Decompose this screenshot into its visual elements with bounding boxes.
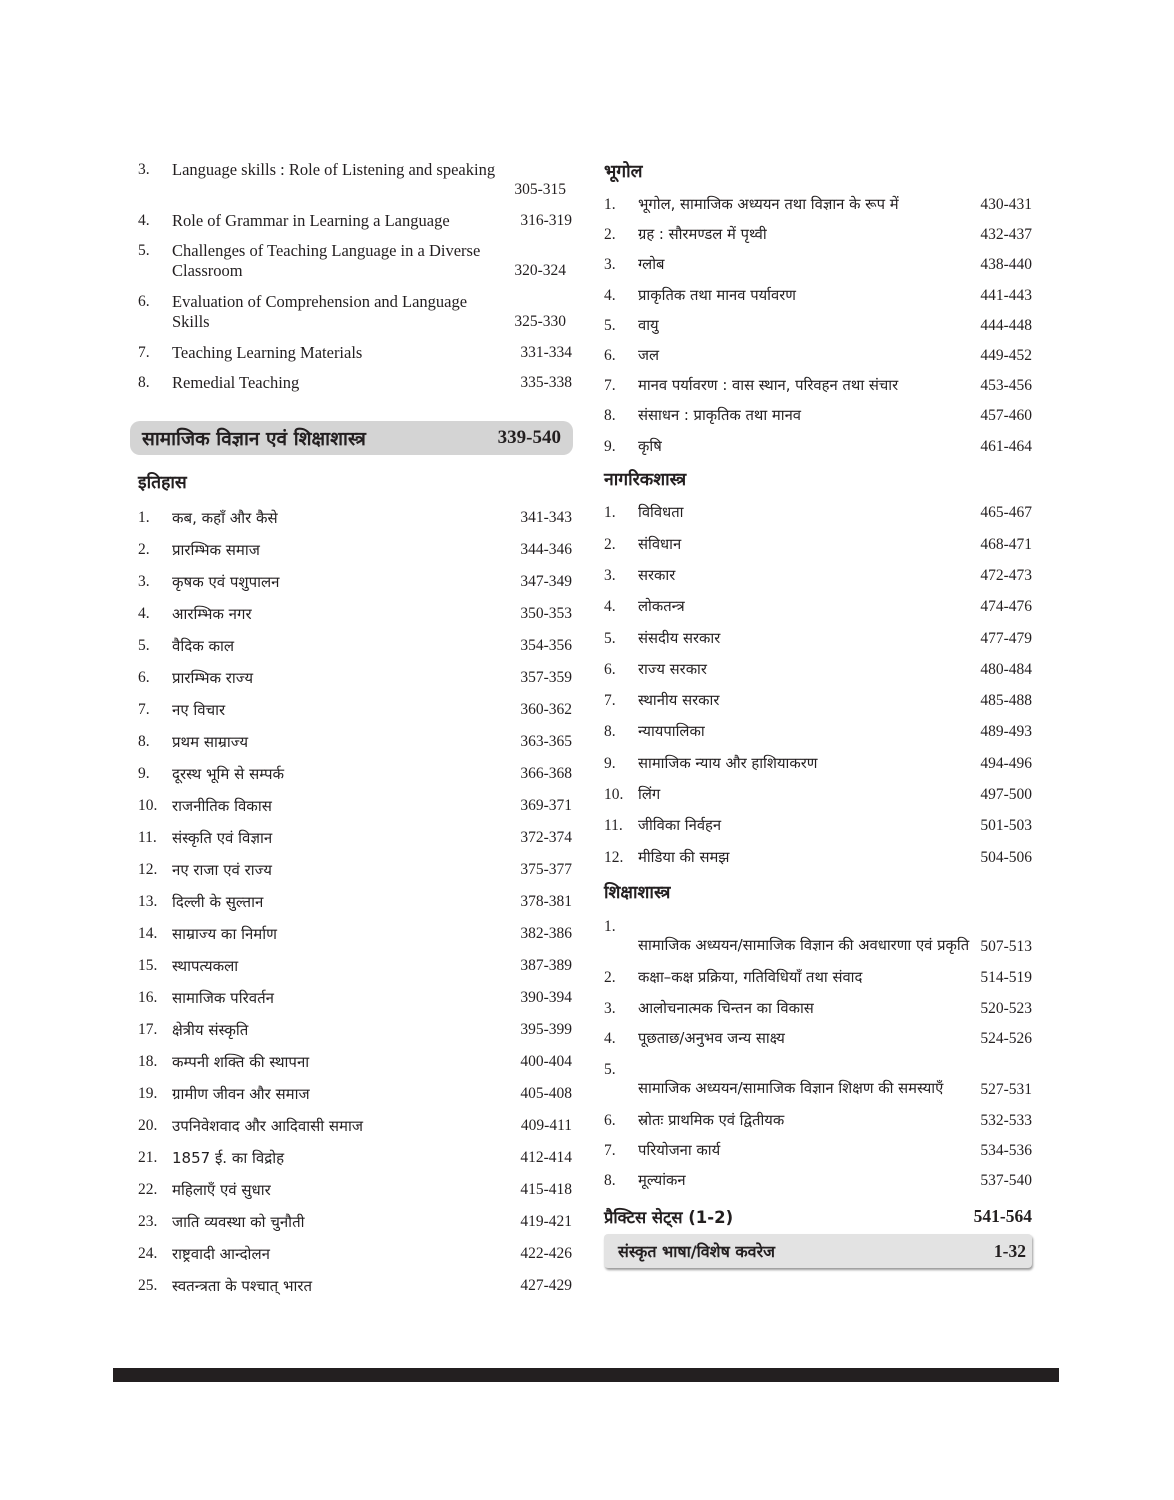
toc-entry-pages: 390-394 [520, 989, 572, 1006]
toc-entry-title: ग्रह : सौरमण्डल में पृथ्वी [638, 226, 767, 244]
toc-entry-pages: 432-437 [980, 226, 1032, 244]
history-section [138, 466, 572, 1302]
toc-entry-title: वायु [638, 316, 659, 334]
toc-entry-pages: 524-526 [980, 1029, 1032, 1047]
toc-entry[interactable] [604, 311, 1032, 341]
toc-entry-pages: 375-377 [520, 861, 572, 878]
toc-entry-title: जाति व्यवस्था को चुनौती [172, 1213, 305, 1231]
toc-entry-title: आलोचनात्मक चिन्तन का विकास [638, 999, 814, 1017]
toc-entry[interactable] [604, 654, 1032, 685]
toc-entry-number: 15. [138, 957, 158, 974]
toc-entry-pages: 461-464 [980, 437, 1032, 455]
section-pages: 339-540 [497, 427, 561, 448]
toc-entry-pages: 457-460 [980, 407, 1032, 425]
geography-list [604, 190, 1032, 462]
toc-entry[interactable] [604, 993, 1032, 1023]
toc-entry-number: 11. [138, 829, 157, 846]
toc-entry[interactable] [138, 982, 572, 1014]
toc-entry-number: 8. [604, 407, 616, 425]
toc-entry[interactable] [138, 662, 572, 694]
toc-entry-pages: 372-374 [520, 829, 572, 846]
toc-entry[interactable] [604, 401, 1032, 431]
toc-entry-pages: 341-343 [520, 509, 572, 526]
toc-entry[interactable] [604, 811, 1032, 842]
toc-entry-number: 8. [138, 733, 150, 750]
toc-entry-title: ग्लोब [638, 256, 665, 274]
toc-entry-pages: 497-500 [980, 786, 1032, 803]
toc-entry-title: लिंग [638, 786, 661, 803]
toc-entry-pages: 325-330 [514, 313, 566, 330]
toc-entry[interactable] [138, 1206, 572, 1238]
toc-entry[interactable] [138, 694, 572, 726]
toc-entry-number: 6. [604, 347, 616, 365]
toc-entry-number: 3. [138, 573, 150, 590]
toc-entry-title: 1857 ई. का विद्रोह [172, 1149, 285, 1167]
toc-entry[interactable] [604, 1024, 1032, 1054]
toc-entry-title: स्थापत्यकला [172, 957, 239, 975]
pedagogy-heading: शिक्षाशास्त्र [604, 883, 671, 904]
toc-entry-title: कम्पनी शक्ति की स्थापना [172, 1053, 310, 1071]
toc-entry-number: 10. [138, 797, 158, 814]
toc-entry-title: Remedial Teaching [172, 373, 300, 392]
toc-entry-number: 9. [604, 437, 616, 455]
toc-entry-title: Role of Grammar in Learning a Language [172, 211, 450, 230]
toc-entry-title: सामाजिक अध्ययन/सामाजिक विज्ञान की अवधारणा एवं प्रकृति [638, 937, 970, 955]
toc-entry-title: ग्रामीण जीवन और समाज [172, 1085, 310, 1103]
toc-entry[interactable] [604, 281, 1032, 311]
toc-entry-number: 5. [604, 316, 616, 334]
toc-entry-pages: 494-496 [980, 754, 1032, 772]
practice-sets-title: प्रैक्टिस सेट्स (1-2) [604, 1207, 734, 1227]
toc-entry[interactable] [604, 371, 1032, 401]
toc-entry-number: 16. [138, 989, 158, 1006]
toc-entry-pages: 527-531 [980, 1080, 1032, 1098]
toc-entry[interactable] [138, 950, 572, 982]
toc-entry-pages: 537-540 [980, 1172, 1032, 1190]
toc-entry-number: 3. [604, 999, 616, 1017]
toc-entry-title: स्रोतः प्राथमिक एवं द्वितीयक [638, 1111, 785, 1129]
toc-entry-number: 7. [138, 701, 150, 718]
toc-entry-title: उपनिवेशवाद और आदिवासी समाज [172, 1117, 364, 1135]
toc-entry-pages: 360-362 [520, 701, 572, 718]
toc-entry-pages: 316-319 [520, 212, 572, 229]
toc-entry-title: प्रथम साम्राज्य [172, 733, 249, 751]
toc-entry-pages: 477-479 [980, 629, 1032, 647]
toc-entry-pages: 331-334 [520, 344, 572, 361]
civics-list [604, 498, 1032, 874]
toc-entry-title: सामाजिक परिवर्तन [172, 989, 274, 1007]
toc-entry[interactable] [138, 854, 572, 886]
toc-entry-number: 19. [138, 1085, 158, 1102]
toc-entry-pages: 504-506 [980, 848, 1032, 866]
toc-entry-title: संविधान [638, 535, 682, 553]
toc-entry-title: आरम्भिक नगर [172, 605, 252, 623]
toc-entry-pages: 474-476 [980, 598, 1032, 616]
toc-entry-title: संसदीय सरकार [638, 629, 721, 647]
toc-entry-number: 21. [138, 1149, 158, 1166]
geography-heading: भूगोल [604, 162, 643, 182]
toc-entry-number: 17. [138, 1021, 158, 1038]
toc-entry-number: 6. [604, 1111, 616, 1129]
toc-entry[interactable] [604, 432, 1032, 462]
toc-entry[interactable] [604, 911, 1032, 963]
section-title: सामाजिक विज्ञान एवं शिक्षाशास्त्र [142, 428, 366, 450]
toc-entry-number: 13. [138, 893, 158, 910]
toc-entry-number: 1. [604, 196, 616, 214]
toc-entry-title: संस्कृति एवं विज्ञान [172, 829, 273, 847]
toc-entry-title: प्रारम्भिक समाज [172, 541, 260, 559]
toc-entry-pages: 465-467 [980, 504, 1032, 522]
toc-entry[interactable] [604, 498, 1032, 529]
toc-entry-title: साम्राज्य का निर्माण [172, 925, 278, 943]
toc-entry-title: नए राजा एवं राज्य [172, 861, 272, 879]
toc-entry-number: 11. [604, 817, 623, 835]
toc-entry[interactable] [604, 963, 1032, 993]
toc-entry[interactable] [604, 717, 1032, 748]
toc-entry-pages: 422-426 [520, 1245, 572, 1262]
toc-entry[interactable] [138, 822, 572, 854]
toc-entry-title: प्रारम्भिक राज्य [172, 669, 254, 687]
toc-entry-number: 10. [604, 786, 624, 803]
toc-entry-number: 5. [604, 1060, 616, 1078]
toc-entry[interactable] [604, 250, 1032, 280]
toc-entry-number: 7. [604, 692, 616, 710]
section-bar-sanskrit[interactable] [604, 1234, 1032, 1268]
footer-rule [113, 1368, 1059, 1382]
toc-entry-title: सामाजिक न्याय और हाशियाकरण [638, 754, 818, 772]
toc-entry-number: 6. [138, 669, 150, 686]
toc-entry-title: राजनीतिक विकास [172, 797, 272, 815]
toc-entry[interactable] [138, 1110, 572, 1142]
toc-entry-title: स्थानीय सरकार [638, 692, 720, 710]
toc-entry-number: 2. [604, 535, 616, 553]
toc-entry-pages: 335-338 [520, 374, 572, 391]
toc-entry-pages: 485-488 [980, 692, 1032, 710]
toc-entry-number: 23. [138, 1213, 158, 1230]
toc-entry-title: जीविका निर्वहन [638, 817, 722, 835]
toc-entry[interactable]: 7. Teaching Learning Materials 331-334 [138, 343, 572, 362]
toc-entry[interactable] [604, 592, 1032, 623]
history-list [138, 502, 572, 1302]
toc-entry-pages: 444-448 [980, 316, 1032, 334]
section-bar-social-science[interactable] [130, 421, 573, 455]
toc-entry[interactable] [604, 1166, 1032, 1196]
toc-entry-number: 6. [604, 660, 616, 678]
toc-entry-number: 9. [138, 765, 150, 782]
toc-entry-pages: 395-399 [520, 1021, 572, 1038]
toc-entry-title: कब, कहाँ और कैसे [172, 509, 278, 527]
toc-entry[interactable] [604, 748, 1032, 779]
toc-entry-pages: 382-386 [520, 925, 572, 942]
toc-entry[interactable] [604, 190, 1032, 220]
toc-entry-title: सरकार [638, 566, 676, 584]
toc-entry-pages: 427-429 [520, 1277, 572, 1294]
toc-entry-title: वैदिक काल [172, 637, 235, 655]
toc-entry-pages: 534-536 [980, 1142, 1032, 1160]
toc-entry[interactable]: 6. Evaluation of Comprehension and Language Skills 325-330 [138, 290, 572, 341]
toc-entry-title: नए विचार [172, 701, 226, 719]
toc-entry[interactable]: 5. Challenges of Teaching Language in a Diverse Classroom 320-324 [138, 239, 572, 290]
toc-entry-number: 12. [604, 848, 624, 866]
toc-entry-pages: 501-503 [980, 817, 1032, 835]
toc-entry-number: 1. [604, 504, 616, 522]
toc-entry-number: 5. [138, 637, 150, 654]
toc-entry-pages: 449-452 [980, 347, 1032, 365]
toc-entry-pages: 489-493 [980, 723, 1032, 741]
toc-entry-number: 24. [138, 1245, 158, 1262]
toc-entry-pages: 344-346 [520, 541, 572, 558]
toc-entry-pages: 532-533 [980, 1111, 1032, 1129]
toc-entry-number: 1. [138, 509, 150, 526]
toc-entry[interactable]: 4. Role of Grammar in Learning a Language 316-319 [138, 211, 572, 230]
toc-entry-pages: 350-353 [520, 605, 572, 622]
toc-entry[interactable] [138, 1142, 572, 1174]
toc-entry-number: 3. [604, 256, 616, 274]
toc-entry-title: संसाधन : प्राकृतिक तथा मानव [638, 407, 802, 425]
toc-entry-pages: 453-456 [980, 377, 1032, 395]
practice-sets-pages: 541-564 [973, 1205, 1032, 1226]
toc-entry-title: राज्य सरकार [638, 660, 707, 678]
toc-entry-title: मूल्यांकन [638, 1172, 686, 1190]
toc-entry-pages: 468-471 [980, 535, 1032, 553]
toc-entry-pages: 357-359 [520, 669, 572, 686]
toc-entry-number: 22. [138, 1181, 158, 1198]
toc-entry-title: मानव पर्यावरण : वास स्थान, परिवहन तथा संचार [638, 377, 899, 395]
toc-entry-number: 5. [604, 629, 616, 647]
toc-entry-number: 3. [604, 566, 616, 584]
toc-entry-title: राष्ट्रवादी आन्दोलन [172, 1245, 270, 1263]
toc-entry-title: Language skills : Role of Listening and speaking [172, 160, 496, 179]
toc-entry[interactable] [138, 1014, 572, 1046]
toc-entry-pages: 405-408 [520, 1085, 572, 1102]
toc-entry[interactable] [138, 1270, 572, 1302]
toc-entry-number: 2. [604, 969, 616, 987]
toc-entry-pages: 520-523 [980, 999, 1032, 1017]
toc-entry-number: 2. [138, 541, 150, 558]
toc-entry[interactable] [604, 220, 1032, 250]
toc-entry-pages: 412-414 [520, 1149, 572, 1166]
toc-entry-number: 7. [604, 377, 616, 395]
toc-entry[interactable] [138, 886, 572, 918]
toc-entry-pages: 441-443 [980, 286, 1032, 304]
toc-entry-title: दिल्ली के सुल्तान [172, 893, 264, 911]
toc-entry-number: 4. [138, 605, 150, 622]
toc-entry-title: Teaching Learning Materials [172, 343, 363, 362]
toc-entry-title: परियोजना कार्य [638, 1142, 721, 1160]
toc-entry-pages: 400-404 [520, 1053, 572, 1070]
toc-entry-number: 1. [604, 918, 616, 936]
toc-entry-number: 14. [138, 925, 158, 942]
toc-entry[interactable] [138, 1078, 572, 1110]
toc-entry-title: जल [638, 347, 660, 365]
toc-entry[interactable] [138, 1046, 572, 1078]
toc-entry[interactable] [138, 1174, 572, 1206]
toc-entry-number: 8. [604, 1172, 616, 1190]
sanskrit-pages: 1-32 [993, 1240, 1026, 1261]
toc-entry[interactable] [138, 790, 572, 822]
toc-entry[interactable] [138, 534, 572, 566]
toc-entry[interactable]: 8. Remedial Teaching 335-338 [138, 373, 572, 392]
toc-entry-number: 4. [604, 286, 616, 304]
toc-entry-pages: 320-324 [514, 262, 566, 279]
toc-entry-title: विविधता [638, 504, 684, 522]
toc-entry[interactable] [604, 560, 1032, 591]
toc-entry-number: 8. [604, 723, 616, 741]
sanskrit-title: संस्कृत भाषा/विशेष कवरेज [618, 1242, 775, 1262]
toc-entry[interactable] [604, 1054, 1032, 1106]
toc-entry[interactable] [138, 918, 572, 950]
toc-entry-number: 12. [138, 861, 158, 878]
toc-entry-number: 2. [604, 226, 616, 244]
toc-entry-title: कृषि [638, 437, 662, 455]
toc-entry-title: कक्षा–कक्ष प्रक्रिया, गतिविधियाँ तथा संवाद [638, 969, 863, 987]
toc-entry-title: Evaluation of Comprehension and Language Skills [172, 292, 468, 331]
toc-entry-title: न्यायपालिका [638, 723, 705, 741]
toc-entry-pages: 430-431 [980, 196, 1032, 214]
toc-entry-pages: 472-473 [980, 566, 1032, 584]
toc-entry[interactable] [604, 685, 1032, 716]
pedagogy-list [604, 911, 1032, 1196]
toc-entry-pages: 409-411 [520, 1117, 572, 1134]
toc-entry-pages: 507-513 [980, 938, 1032, 956]
toc-entry-title: Challenges of Teaching Language in a Diverse Classroom [172, 241, 481, 280]
toc-entry[interactable] [138, 758, 572, 790]
history-heading: इतिहास [138, 473, 187, 493]
toc-entry-title: भूगोल, सामाजिक अध्ययन तथा विज्ञान के रूप में [638, 196, 899, 214]
toc-entry[interactable]: 3. Language skills : Role of Listening and speaking 305-315 [138, 158, 572, 209]
toc-entry-number: 20. [138, 1117, 158, 1134]
english-pedagogy-list [138, 158, 572, 401]
toc-entry-title: दूरस्थ भूमि से सम्पर्क [172, 765, 285, 783]
toc-entry-title: लोकतन्त्र [638, 598, 685, 616]
right-column [604, 156, 1032, 1268]
toc-entry-title: कृषक एवं पशुपालन [172, 573, 280, 591]
toc-entry-pages: 363-365 [520, 733, 572, 750]
toc-entry-title: मीडिया की समझ [638, 848, 730, 866]
toc-entry[interactable] [604, 529, 1032, 560]
toc-entry-title: क्षेत्रीय संस्कृति [172, 1021, 249, 1039]
toc-entry[interactable] [604, 623, 1032, 654]
practice-sets-entry[interactable] [604, 1200, 1032, 1232]
toc-entry[interactable] [604, 1136, 1032, 1166]
toc-entry-title: सामाजिक अध्ययन/सामाजिक विज्ञान शिक्षण की समस्याएँ [638, 1079, 944, 1097]
toc-entry-pages: 480-484 [980, 660, 1032, 678]
toc-entry-pages: 369-371 [520, 797, 572, 814]
toc-entry-pages: 415-418 [520, 1181, 572, 1198]
toc-entry-number: 7. [604, 1142, 616, 1160]
toc-entry-pages: 305-315 [514, 181, 566, 198]
toc-entry[interactable] [138, 726, 572, 758]
toc-entry-number: 4. [604, 598, 616, 616]
toc-entry-number: 18. [138, 1053, 158, 1070]
toc-entry[interactable] [604, 341, 1032, 371]
toc-entry-pages: 514-519 [980, 969, 1032, 987]
toc-entry[interactable] [604, 1106, 1032, 1136]
left-column [138, 158, 572, 401]
toc-entry-title: महिलाएँ एवं सुधार [172, 1181, 271, 1199]
toc-entry-number: 4. [604, 1029, 616, 1047]
toc-entry[interactable] [604, 779, 1032, 810]
toc-entry[interactable] [138, 630, 572, 662]
toc-entry-pages: 387-389 [520, 957, 572, 974]
civics-heading: नागरिकशास्त्र [604, 469, 687, 490]
toc-entry[interactable] [138, 598, 572, 630]
toc-entry-pages: 419-421 [520, 1213, 572, 1230]
toc-entry-title: प्राकृतिक तथा मानव पर्यावरण [638, 286, 796, 304]
toc-entry-pages: 354-356 [520, 637, 572, 654]
toc-entry-pages: 378-381 [520, 893, 572, 910]
toc-entry[interactable] [604, 842, 1032, 873]
toc-entry[interactable] [138, 566, 572, 598]
toc-entry-title: पूछताछ/अनुभव जन्य साक्ष्य [638, 1029, 785, 1047]
toc-entry[interactable] [138, 1238, 572, 1270]
toc-entry-number: 9. [604, 754, 616, 772]
toc-entry[interactable] [138, 502, 572, 534]
toc-entry-title: स्वतन्त्रता के पश्चात् भारत [172, 1277, 313, 1295]
toc-entry-pages: 347-349 [520, 573, 572, 590]
toc-entry-pages: 438-440 [980, 256, 1032, 274]
toc-entry-number: 25. [138, 1277, 158, 1294]
toc-entry-pages: 366-368 [520, 765, 572, 782]
